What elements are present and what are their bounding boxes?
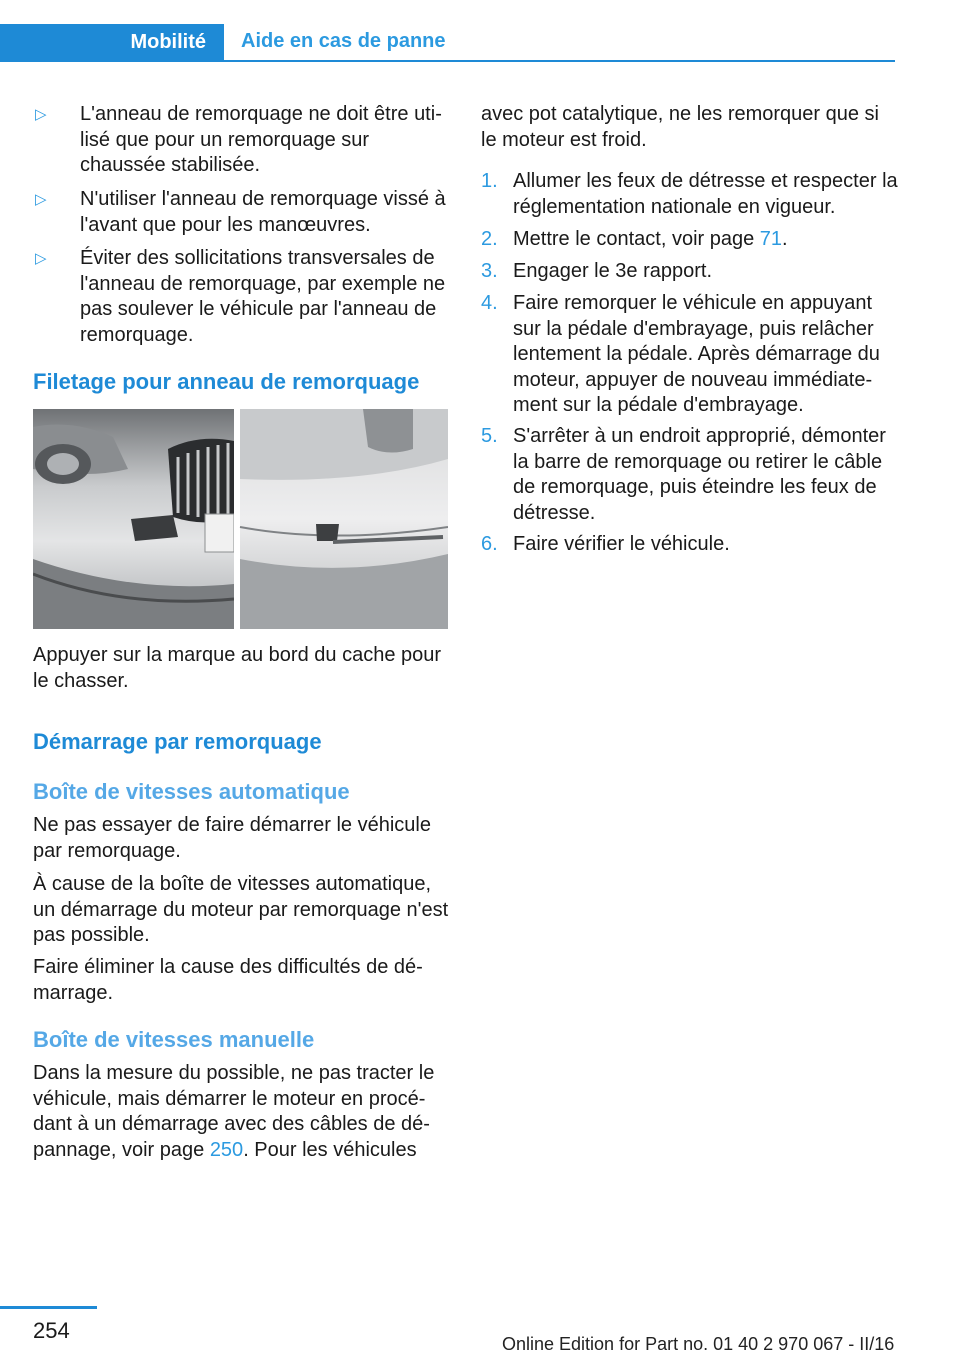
- page-link-71[interactable]: 71: [759, 228, 783, 250]
- list-item: [481, 291, 899, 419]
- footer-rule: [0, 1306, 97, 1309]
- step-text-part: Mettre le contact, voir page: [513, 228, 760, 250]
- paragraph: Faire éliminer la cause des difficultés de démarrage.: [33, 956, 423, 1004]
- tab-mobilite[interactable]: [0, 24, 224, 62]
- paragraph: [33, 1061, 451, 1163]
- step-text: S'arrêter à un endroit approprié, démonter la barre de remorquage ou retirer le câble de remorquage, puis éteindre les feux de détresse.: [513, 425, 886, 524]
- triangle-bullet-icon: ▷: [35, 250, 47, 267]
- heading-filetage: Filetage pour anneau de remorquage: [33, 369, 420, 394]
- step-number: 3.: [481, 260, 498, 282]
- header-rule: [0, 60, 895, 62]
- page-link-250[interactable]: 250: [209, 1138, 244, 1161]
- subheading-manual: Boîte de vitesses manuelle: [33, 1027, 315, 1052]
- step-number: 4.: [481, 292, 498, 314]
- paragraph: Ne pas essayer de faire démarrer le véhicule par remorquage.: [33, 814, 431, 862]
- list-item: [481, 424, 899, 526]
- step-text: Faire vérifier le véhicule.: [513, 533, 730, 555]
- figure-caption: Appuyer sur la marque au bord du cache pour le chasser.: [33, 644, 442, 692]
- list-item: [33, 246, 451, 348]
- step-number: 5.: [481, 425, 498, 447]
- list-item: [481, 259, 899, 285]
- step-text-part: .: [782, 228, 788, 250]
- step-text: Engager le 3e rapport.: [513, 260, 713, 282]
- bullet-text: N'utiliser l'anneau de remorquage vissé à l'avant que pour les manœuvres.: [80, 188, 446, 236]
- step-number: 2.: [481, 228, 498, 250]
- list-item: [481, 227, 899, 253]
- paragraph: À cause de la boîte de vitesses automatique, un démarrage du moteur par remorquage n'est pas possible.: [33, 873, 449, 946]
- step-number: 6.: [481, 533, 498, 555]
- list-item: [33, 102, 451, 179]
- step-number: 1.: [481, 170, 498, 192]
- list-item: [481, 169, 899, 220]
- bumper-tow-eye-cover-photo: [33, 409, 448, 629]
- paragraph-text: Dans la mesure du possible, ne pas tracter le véhicule, mais démarrer le moteur en procédant à un démarrage avec des câbles de dépannage, voir page: [33, 1062, 435, 1161]
- triangle-bullet-icon: ▷: [35, 106, 47, 123]
- paragraph-text: . Pour les véhicules: [243, 1138, 417, 1161]
- step-text: Allumer les feux de détresse et respecter la réglementation nationale en vigueur.: [513, 170, 898, 218]
- tab-aide-label: Aide en cas de panne: [241, 30, 446, 53]
- bullet-text: L'anneau de remorquage ne doit être utilisé que pour un remorquage sur chaussée stabilisée.: [80, 103, 442, 176]
- paragraph: avec pot catalytique, ne les remorquer que si le moteur est froid.: [481, 103, 879, 151]
- tab-aide-en-cas-de-panne[interactable]: [224, 24, 446, 60]
- heading-demarrage: Démarrage par remorquage: [33, 729, 322, 754]
- subheading-automatic: Boîte de vitesses automatique: [33, 779, 350, 804]
- list-item: [33, 187, 451, 238]
- tab-mobilite-label: Mobilité: [130, 31, 206, 54]
- step-text: Faire remorquer le véhicule en appuyant sur la pédale d'embrayage, puis relâcher lentement la pédale. Après démarrage du moteur, appuyer de nouveau immédiatement sur la pédale d'embrayage.: [513, 292, 880, 416]
- bullet-text: Éviter des sollicitations transversales de l'anneau de remorquage, par exemple ne pas soulever le véhicule par l'anneau de remorquage.: [80, 247, 446, 346]
- edition-note: Online Edition for Part no. 01 40 2 970 067 - II/16: [502, 1334, 895, 1354]
- step-text: [513, 227, 899, 253]
- triangle-bullet-icon: ▷: [35, 191, 47, 208]
- list-item: [481, 532, 899, 558]
- page-number: 254: [33, 1318, 70, 1343]
